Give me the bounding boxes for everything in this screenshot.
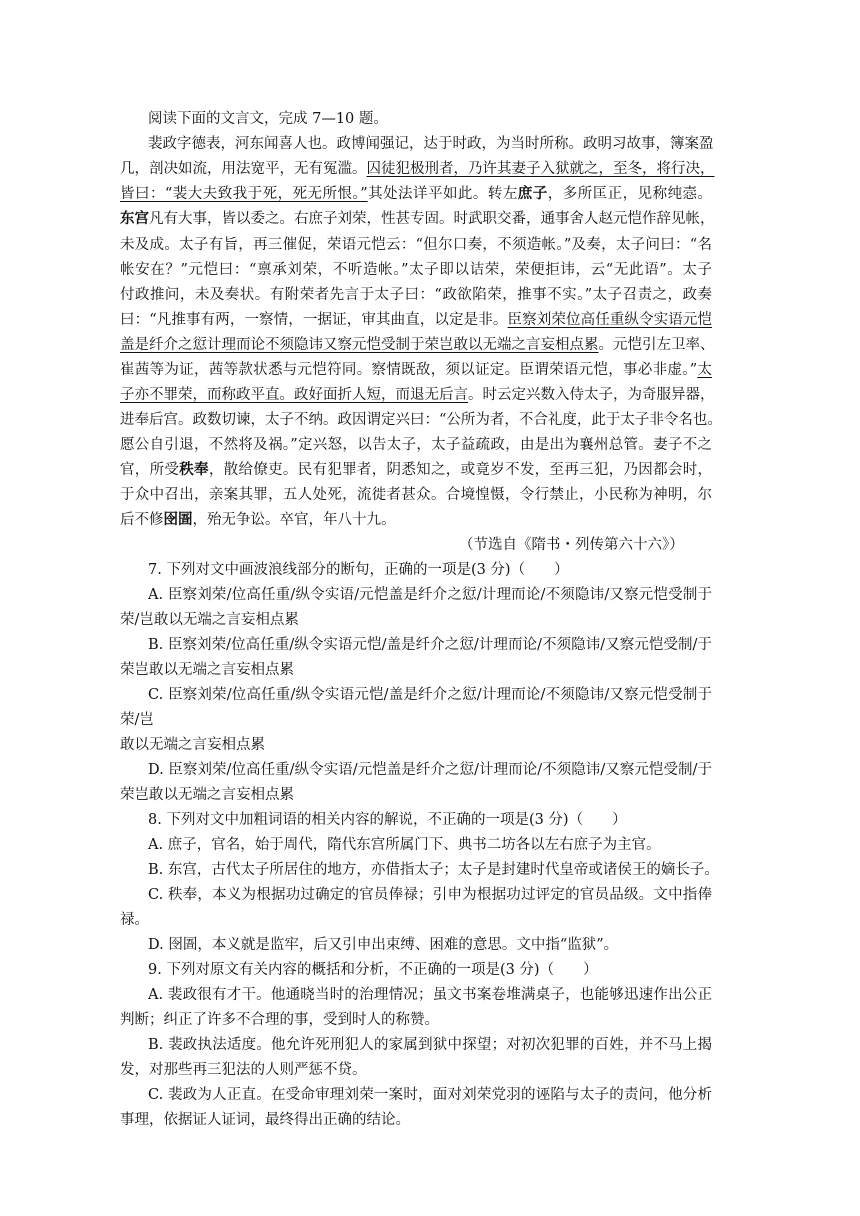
text-line <box>120 234 712 256</box>
text-line <box>148 584 712 606</box>
text-run: D. 囹圄，本义就是监牢，后又引申出束缚、困难的意思。文中指“监狱”。 <box>148 937 619 953</box>
text-line <box>120 1109 410 1131</box>
text-run: 后不修 <box>120 512 164 528</box>
text-run: C. 裴政为人正直。在受命审理刘荣一案时，面对刘荣党羽的诬陷与太子的责问，他分析 <box>148 1087 712 1103</box>
text-run: A. 庶子，官名，始于周代，隋代东宫所属门下、典书二坊各以左右庶子为主官。 <box>148 837 661 853</box>
text-line <box>148 859 719 881</box>
underlined-text: 太 <box>697 362 712 378</box>
text-run: D. 臣察刘荣/位高任重/纵令实语/元恺盖是纤介之愆/计理而论/不须隐讳/又察元恺受制/于 <box>148 762 712 778</box>
text-line <box>120 284 712 306</box>
text-line <box>120 709 154 731</box>
text-run: ，多所匡正，见称纯悫。 <box>547 186 713 202</box>
text-run: 7. 下列对文中画波浪线部分的断句，正确的一项是(3 分)（ ） <box>148 562 569 578</box>
text-line <box>120 208 715 230</box>
text-run: 事理，依据证人证词，最终得出正确的结论。 <box>120 1112 410 1128</box>
text-line <box>148 133 712 155</box>
text-line <box>120 259 712 281</box>
text-line <box>148 559 569 581</box>
text-line <box>120 158 715 180</box>
text-run: 其处法详平如此。转左 <box>367 186 518 202</box>
text-run: 曰：“凡推事有两，一察情，一据证，审其曲直，以定是非。 <box>120 312 508 328</box>
text-run: 判断；纠正了许多不合理的事，受到时人的称赞。 <box>120 1012 439 1028</box>
text-run: ，散给僚吏。民有犯罪者，阴悉知之，或竟岁不发，至再三犯，乃因都会时， <box>208 462 713 478</box>
text-line <box>120 309 712 331</box>
underlined-text: 囚徒犯极刑者，乃许其妻子入狱就之，至冬，将行决， <box>366 161 715 177</box>
text-line <box>120 484 712 506</box>
text-line <box>120 509 396 531</box>
text-line <box>148 759 712 781</box>
text-line <box>120 1009 439 1031</box>
bold-term: 东宫 <box>120 210 149 227</box>
text-line <box>148 834 661 856</box>
underlined-text: 子亦不罪荣，而称政平直。政好面折人短，而退无后言 <box>120 387 468 403</box>
text-run: 付政推问，未及奏状。有附荣者先言于太子曰：“政欲陷荣，推事不实。”太子召责之，政奏 <box>120 287 712 303</box>
text-line <box>120 459 712 481</box>
text-run: B. 东宫，古代太子所居住的地方，亦借指太子；太子是封建时代皇帝或诸侯王的嫡长子。 <box>148 862 719 878</box>
text-line <box>148 884 712 906</box>
text-run: A. 臣察刘荣/位高任重/纵令实语/元恺盖是纤介之愆/计理而论/不须隐讳/又察元恺受制于 <box>148 587 712 603</box>
text-run: 。时云定兴数入侍太子，为奇服异器， <box>468 387 715 403</box>
text-line <box>148 1034 712 1056</box>
text-run: 敢以无端之言妄相点累 <box>120 737 265 753</box>
text-run: 裴政字德表，河东闻喜人也。政博闻强记，达于时政，为当时所称。政明习故事，簿案盈 <box>148 136 714 152</box>
text-run: 9. 下列对原文有关内容的概括和分析，不正确的一项是(3 分)（ ） <box>148 962 598 978</box>
text-run: 荣岂敢以无端之言妄相点累 <box>120 787 294 803</box>
text-run: 几，剖决如流，用法宽平，无有冤滥。 <box>120 161 367 177</box>
text-run: B. 裴政执法适度。他允许死刑犯人的家属到狱中探望；对初次犯罪的百姓，并不马上揭 <box>148 1037 712 1053</box>
text-run: 发，对那些再三犯法的人则严惩不贷。 <box>120 1062 367 1078</box>
text-run: B. 臣察刘荣/位高任重/纵令实语元恺/盖是纤介之愆/计理而论/不须隐讳/又察元恺受制/于 <box>148 637 712 653</box>
text-line <box>120 359 712 381</box>
text-line <box>120 609 299 631</box>
bold-term: 囹圄 <box>163 511 193 528</box>
text-line <box>120 183 712 205</box>
text-run: 进奉后宫。政数切谏，太子不纳。政因谓定兴曰：“公所为者，不合礼度，此于太子非令名也。 <box>120 412 722 428</box>
text-line <box>148 959 598 981</box>
text-run: 官，所受 <box>120 462 180 478</box>
underlined-text: 臣察刘荣位高任重纵令实语元恺 <box>507 312 713 328</box>
text-run: 于众中召出，亲案其罪，五人处死，流徙者甚众。合境惶慑，令行禁止，小民称为神明，尔 <box>120 487 712 503</box>
text-line <box>148 684 712 706</box>
text-run: 荣/岂 <box>120 712 154 728</box>
text-line <box>148 634 712 656</box>
text-run: 8. 下列对文中加粗词语的相关内容的解说，不正确的一项是(3 分)（ ） <box>148 812 627 828</box>
text-run: 阅读下面的文言文，完成 7—10 题。 <box>148 111 388 127</box>
text-run: 凡有大事，皆以委之。右庶子刘荣，性甚专固。时武职交番，通事舍人赵元恺作辞见帐， <box>149 211 715 227</box>
text-line <box>148 108 388 130</box>
text-line <box>120 434 712 456</box>
text-run: 。元恺引左卫率、 <box>598 337 715 353</box>
text-run: 愿公自引退，不然将及祸。”定兴怒，以告太子，太子益疏政，由是出为襄州总管。妻子不之 <box>120 437 712 453</box>
text-line <box>148 809 627 831</box>
text-line <box>120 784 294 806</box>
underlined-text: 皆曰：“裴大夫致我于死，死无所恨。” <box>120 186 368 202</box>
text-run: 帐安在？”元恺曰：“禀承刘荣，不听造帐。”太子即以诘荣，荣便拒讳，云“无此语”。太子 <box>120 262 712 278</box>
text-run: C. 秩奉，本义为根据功过确定的官员俸禄；引申为根据功过评定的官员品级。文中指俸 <box>148 887 712 903</box>
text-run: 崔茜等为证，茜等款状悉与元恺符同。察情既敌，须以证定。臣谓荣语元恺，事必非虚。” <box>120 362 698 378</box>
text-line <box>120 909 149 931</box>
text-run: C. 臣察刘荣/位高任重/纵令实语元恺/盖是纤介之愆/计理而论/不须隐讳/又察元恺受制于 <box>148 687 712 703</box>
text-line <box>148 934 618 956</box>
text-line <box>120 384 715 406</box>
text-line <box>120 734 265 756</box>
text-run: （节选自《隋书・列传第六十六》） <box>459 537 684 553</box>
text-line <box>120 334 715 356</box>
bold-term: 庶子 <box>517 185 548 202</box>
underlined-text: 盖是纤介之愆计理而论不须隐讳又察元恺受制于荣岂敢以无端之言妄相点累 <box>120 337 599 353</box>
text-line <box>148 1084 712 1106</box>
text-run: 未及成。太子有旨，再三催促，荣语元恺云：“但尔口奏，不须造帐。”及奏，太子问曰：“名 <box>120 237 712 253</box>
text-run: 荣岂敢以无端之言妄相点累 <box>120 662 294 678</box>
text-run: ，殆无争讼。卒官，年八十九。 <box>192 512 396 528</box>
text-run: 禄。 <box>120 912 149 928</box>
text-line <box>148 984 712 1006</box>
text-line <box>120 659 294 681</box>
text-line <box>459 534 684 556</box>
text-run: 荣/岂敢以无端之言妄相点累 <box>120 612 299 628</box>
text-line <box>120 409 722 431</box>
text-run: A. 裴政很有才干。他通晓当时的治理情况；虽文书案卷堆满桌子，也能够迅速作出公正 <box>148 987 712 1003</box>
bold-term: 秩奉 <box>179 461 209 478</box>
text-line <box>120 1059 367 1081</box>
